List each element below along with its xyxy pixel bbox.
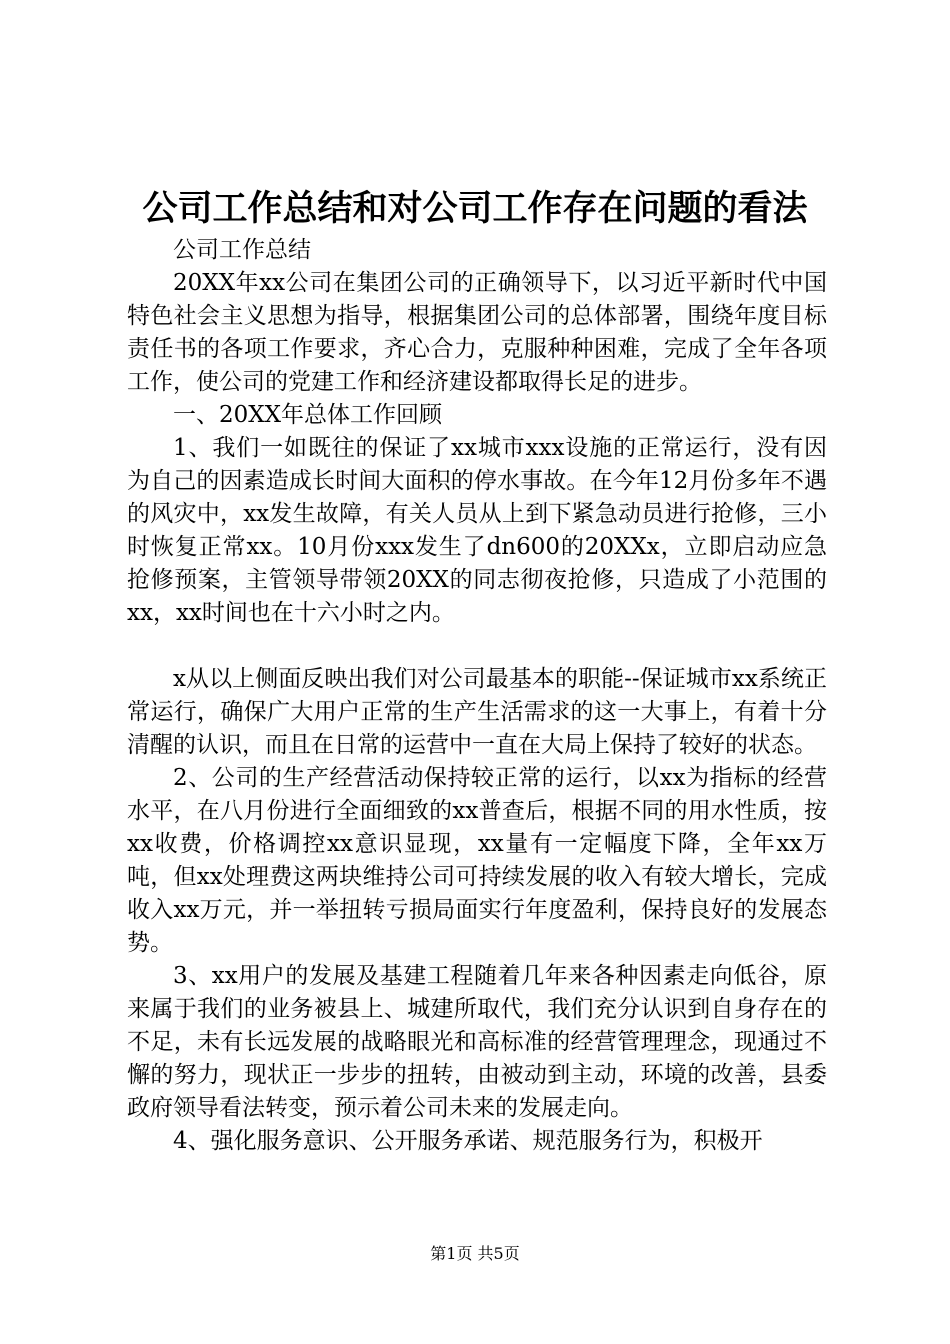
page-number: 第1页 共5页 <box>430 1244 520 1263</box>
paragraph-item-1: 1、我们一如既往的保证了xx城市xxx设施的正常运行，没有因为自己的因素造成长时间大面积的停水事故。在今年12月份多年不遇的风灾中，xx发生故障，有关人员从上到下紧急动员进行抢修，三小时恢复正常xx。10月份xxx发生了dn600的20XXx，立即启动应急抢修预案，主管领导带领20XX的同志彻夜抢修，只造成了小范围的xx，xx时间也在十六小时之内。 <box>127 435 827 626</box>
paragraph-item-3: 3、xx用户的发展及基建工程随着几年来各种因素走向低谷，原来属于我们的业务被县上、城建所取代，我们充分认识到自身存在的不足，未有长远发展的战略眼光和高标准的经营管理理念，现通过不懈的努力，现状正一步步的扭转，由被动到主动，环境的改善，县委政府领导看法转变，预示着公司未来的发展走向。 <box>127 963 827 1121</box>
document-title: 公司工作总结和对公司工作存在问题的看法 <box>142 188 808 229</box>
paragraph-reflection: x从以上侧面反映出我们对公司最基本的职能--保证城市xx系统正常运行，确保广大用户正常的生产生活需求的这一大事上，有着十分清醒的认识，而且在日常的运营中一直在大局上保持了较好的状态。 <box>127 666 827 758</box>
section-heading: 一、20XX年总体工作回顾 <box>173 402 443 428</box>
intro-paragraph: 20XX年xx公司在集团公司的正确领导下，以习近平新时代中国特色社会主义思想为指导，根据集团公司的总体部署，围绕年度目标责任书的各项工作要求，齐心合力，克服种种困难，完成了全年各项工作，使公司的党建工作和经济建设都取得长足的进步。 <box>127 270 827 395</box>
paragraph-item-2: 2、公司的生产经营活动保持较正常的运行，以xx为指标的经营水平，在八月份进行全面细致的xx普查后，根据不同的用水性质，按xx收费，价格调控xx意识显现，xx量有一定幅度下降，全年xx万吨，但xx处理费这两块维持公司可持续发展的收入有较大增长，完成收入xx万元，并一举扭转亏损局面实行年度盈利，保持良好的发展态势。 <box>127 765 827 956</box>
paragraph-spacer <box>127 630 827 663</box>
paragraph-item-4: 4、强化服务意识、公开服务承诺、规范服务行为，积极开 <box>173 1128 763 1154</box>
document-body <box>127 234 827 1158</box>
section-label: 公司工作总结 <box>173 237 311 263</box>
